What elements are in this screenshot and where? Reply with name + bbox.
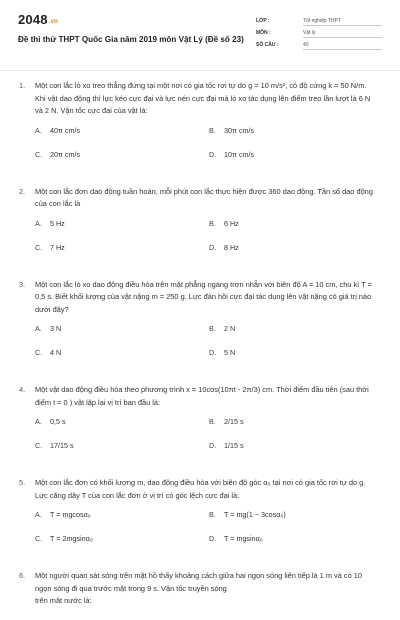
meta-key: MÔN : bbox=[256, 30, 271, 36]
question-number: 2 . bbox=[19, 186, 25, 199]
answer-option-a[interactable] bbox=[35, 510, 91, 519]
answer-options bbox=[35, 219, 378, 262]
answer-option-c[interactable] bbox=[35, 348, 61, 357]
option-text: 0,5 s bbox=[50, 417, 66, 426]
option-text: 7 Hz bbox=[50, 242, 65, 252]
option-letter: C . bbox=[35, 441, 50, 450]
answer-option-d[interactable] bbox=[209, 348, 235, 357]
option-text: 10π cm/s bbox=[224, 149, 255, 159]
option-letter: A . bbox=[35, 510, 50, 519]
answer-option-b[interactable] bbox=[209, 417, 244, 426]
answer-option-c[interactable] bbox=[35, 150, 80, 159]
answer-option-b[interactable] bbox=[209, 126, 254, 135]
option-text: T = mgsinα₀ bbox=[224, 534, 263, 543]
question-item bbox=[18, 186, 378, 262]
option-letter: A . bbox=[35, 126, 50, 135]
meta-key: LỚP : bbox=[256, 18, 270, 24]
question-text-partial: trên mặt nước là: bbox=[35, 596, 92, 603]
question-text-continuation bbox=[18, 595, 378, 603]
answer-option-d[interactable] bbox=[209, 243, 239, 252]
option-letter: D . bbox=[209, 348, 224, 357]
option-text: 6 Hz bbox=[224, 218, 239, 228]
header-divider bbox=[0, 70, 400, 71]
logo-text: 2048 bbox=[18, 12, 48, 27]
answer-option-c[interactable] bbox=[35, 441, 74, 450]
question-number: 3 . bbox=[19, 279, 25, 292]
answer-option-b[interactable] bbox=[209, 219, 239, 228]
option-text: 4 N bbox=[50, 348, 62, 357]
option-letter: C . bbox=[35, 348, 50, 357]
question-stem bbox=[18, 384, 378, 409]
question-stem bbox=[18, 570, 378, 595]
option-text: T = 2mgsinα₀ bbox=[50, 534, 93, 543]
option-letter: A . bbox=[35, 219, 50, 228]
answer-option-c[interactable] bbox=[35, 534, 93, 543]
question-text: Một con lắc đơn dao động tuần hoàn, mỗi phút con lắc thực hiện được 360 dao động. Tần số dao động của con lắc là bbox=[35, 186, 373, 208]
answer-option-d[interactable] bbox=[209, 150, 254, 159]
option-letter: D . bbox=[209, 534, 224, 543]
question-text: Một người quan sát sóng trên mặt hồ thấy khoảng cách giữa hai ngọn sóng liên tiếp là 1 m và có 10 ngọn sóng đi qua trước mặt trong 9 s. Vận tốc truyền sóng bbox=[35, 571, 362, 593]
option-text: 5 Hz bbox=[50, 218, 65, 228]
answer-options bbox=[35, 324, 378, 367]
option-text: 3 N bbox=[50, 324, 62, 333]
meta-value: Vật lý bbox=[303, 30, 382, 38]
option-text: T = mg(1 − 3cosα₀) bbox=[224, 510, 286, 519]
question-text: Một con lắc lò xo dao động điều hòa trên mặt phẳng ngang trơn nhẵn với biên độ A = 10 cm, chu kì T = 0,5 s. Biết khối lượng của vật nặng m = 250 g. Lực đàn hồi cực đại tác dụng lên vật nặng có giá trị nào dưới đây? bbox=[35, 279, 372, 314]
option-letter: D . bbox=[209, 150, 224, 159]
question-item bbox=[18, 384, 378, 460]
question-number: 6 . bbox=[19, 570, 25, 583]
answer-option-a[interactable] bbox=[35, 126, 80, 135]
answer-option-a[interactable] bbox=[35, 219, 65, 228]
meta-value: Tốt nghiệp THPT bbox=[303, 18, 382, 26]
answer-option-c[interactable] bbox=[35, 243, 65, 252]
question-stem bbox=[18, 80, 378, 118]
option-text: 8 Hz bbox=[224, 242, 239, 252]
question-item bbox=[18, 279, 378, 368]
site-logo[interactable] bbox=[18, 12, 58, 27]
page-header bbox=[18, 12, 382, 60]
meta-row-subject bbox=[256, 28, 382, 40]
option-letter: C . bbox=[35, 243, 50, 252]
option-letter: B . bbox=[209, 417, 224, 426]
option-letter: C . bbox=[35, 150, 50, 159]
option-letter: D . bbox=[209, 441, 224, 450]
option-text: 17/15 s bbox=[50, 441, 74, 450]
meta-key: SỐ CÂU : bbox=[256, 42, 279, 48]
question-list bbox=[18, 80, 378, 620]
option-text: 5 N bbox=[224, 348, 236, 357]
option-letter: D . bbox=[209, 243, 224, 252]
answer-option-b[interactable] bbox=[209, 324, 235, 333]
question-number: 1 . bbox=[19, 80, 25, 93]
question-stem bbox=[18, 279, 378, 317]
question-text: Một con lắc lò xo treo thẳng đứng tại một nơi có gia tốc rơi tự do g = 10 m/s², có độ cứng k = 50 N/m. Khi vật dao động thì lực kéo cực đại và lực nén cực đại mà lò xo tác dụng lên điểm treo lần lượt là 6 N và 2 N. Vận tốc cực đại của vật là: bbox=[35, 81, 371, 115]
option-text: 1/15 s bbox=[224, 441, 244, 450]
question-stem bbox=[18, 186, 378, 211]
question-item bbox=[18, 477, 378, 553]
question-stem bbox=[18, 477, 378, 502]
option-letter: B . bbox=[209, 219, 224, 228]
exam-title: Đề thi thử THPT Quốc Gia năm 2019 môn Vật Lý (Đề số 23) bbox=[18, 35, 244, 44]
answer-options bbox=[35, 417, 378, 460]
option-letter: C . bbox=[35, 534, 50, 543]
question-text: Một vật dao động điều hòa theo phương trình x = 10cos(10πt - 2π/3) cm. Thời điểm đầu tiên (sau thời điểm t = 0 ) vật lặp lại vị trí ban đầu là: bbox=[35, 385, 369, 407]
answer-option-a[interactable] bbox=[35, 324, 61, 333]
question-item bbox=[18, 570, 378, 603]
option-letter: A . bbox=[35, 324, 50, 333]
question-item bbox=[18, 80, 378, 169]
question-number: 5 . bbox=[19, 477, 25, 490]
option-text: 20π cm/s bbox=[50, 149, 81, 159]
option-letter: B . bbox=[209, 510, 224, 519]
option-letter: A . bbox=[35, 417, 50, 426]
question-text: Một con lắc đơn có khối lượng m, dao động điều hòa với biên độ góc α₀ tại nơi có gia tốc rơi tự do g. Lực căng dây T của con lắc đơn ở vị trí có góc lệch cực đại là: bbox=[35, 478, 366, 500]
answer-options bbox=[35, 126, 378, 169]
meta-row-count bbox=[256, 40, 382, 52]
question-number: 4 . bbox=[19, 384, 25, 397]
answer-option-d[interactable] bbox=[209, 534, 263, 543]
exam-meta bbox=[256, 16, 382, 52]
meta-row-class bbox=[256, 16, 382, 28]
option-text: T = mgcosα₀ bbox=[50, 510, 91, 519]
answer-option-a[interactable] bbox=[35, 417, 66, 426]
option-text: 40π cm/s bbox=[50, 125, 81, 135]
answer-option-b[interactable] bbox=[209, 510, 286, 519]
option-text: 30π cm/s bbox=[224, 125, 255, 135]
meta-value: 40 bbox=[303, 42, 382, 50]
answer-options bbox=[35, 510, 378, 553]
option-text: 2 N bbox=[224, 324, 236, 333]
logo-suffix: .vn bbox=[48, 19, 59, 25]
option-letter: B . bbox=[209, 126, 224, 135]
option-letter: B . bbox=[209, 324, 224, 333]
answer-option-d[interactable] bbox=[209, 441, 244, 450]
option-text: 2/15 s bbox=[224, 417, 244, 426]
